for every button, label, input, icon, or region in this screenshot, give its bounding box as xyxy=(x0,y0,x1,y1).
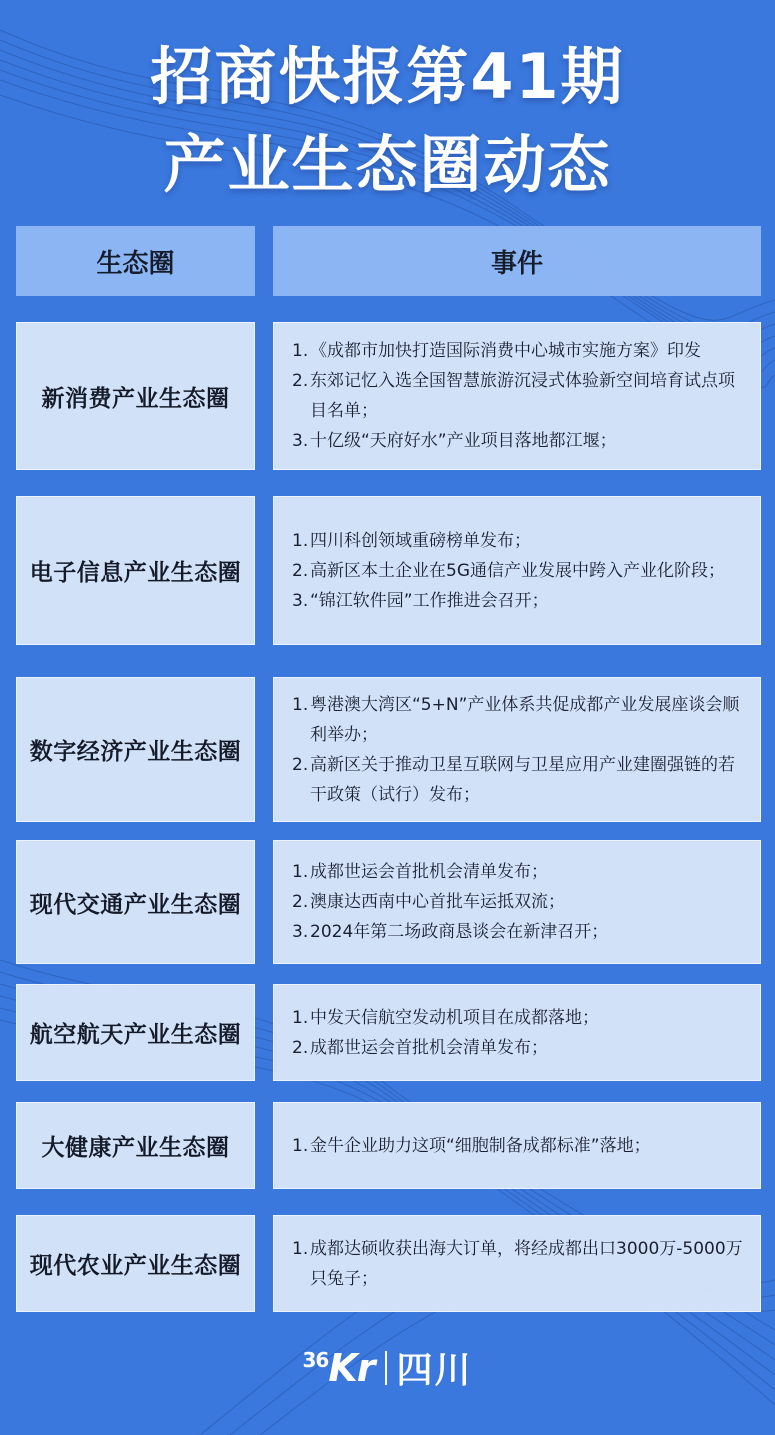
event-item xyxy=(292,857,746,887)
ecosystem-name-cell: 数字经济产业生态圈 xyxy=(16,677,255,822)
event-text: 《成都市加快打造国际消费中心城市实施方案》印发 xyxy=(310,341,701,361)
event-text: 澳康达西南中心首批车运抵双流； xyxy=(310,892,565,912)
events-cell xyxy=(273,677,761,822)
event-text: 成都世运会首批机会清单发布； xyxy=(310,862,548,882)
event-number: 3. xyxy=(292,431,309,451)
event-item xyxy=(292,1003,746,1033)
event-number: 1. xyxy=(292,694,309,715)
event-item xyxy=(292,426,746,456)
event-item xyxy=(292,887,746,917)
event-item xyxy=(292,1131,746,1161)
event-text: 2024年第二场政商恳谈会在新津召开； xyxy=(310,922,609,942)
header-events: 事件 xyxy=(273,226,761,296)
event-number: 1. xyxy=(292,862,309,882)
event-item xyxy=(292,1033,746,1063)
event-item xyxy=(292,586,746,616)
event-text: 中发天信航空发动机项目在成都落地； xyxy=(310,1007,599,1028)
event-text: 金牛企业助力这项“细胞制备成都标准”落地； xyxy=(310,1135,651,1156)
event-item xyxy=(292,526,746,556)
ecosystem-name-cell: 电子信息产业生态圈 xyxy=(16,496,255,645)
event-item xyxy=(292,917,746,947)
event-text: 高新区关于推动卫星互联网与卫星应用产业建圈强链的若干政策（试行）发布； xyxy=(310,754,735,805)
event-item xyxy=(292,750,746,810)
event-text: “锦江软件园”工作推进会召开； xyxy=(310,590,549,611)
event-number: 2. xyxy=(292,754,309,775)
event-text: 高新区本土企业在5G通信产业发展中跨入产业化阶段； xyxy=(310,560,725,581)
events-cell xyxy=(273,1215,761,1312)
brand-logo: $^{36}$Kr xyxy=(302,1345,375,1390)
event-number: 1. xyxy=(292,530,309,551)
event-item xyxy=(292,366,746,426)
page-title: 招商快报第41期 xyxy=(150,40,625,113)
event-number: 2. xyxy=(292,892,309,912)
ecosystem-name-cell: 航空航天产业生态圈 xyxy=(16,984,255,1081)
header-ecosystem: 生态圈 xyxy=(16,226,255,296)
event-item xyxy=(292,556,746,586)
event-text: 成都世运会首批机会清单发布； xyxy=(310,1037,548,1058)
logo-region: 四川 xyxy=(396,1350,473,1391)
event-number: 1. xyxy=(292,341,309,361)
events-cell xyxy=(273,322,761,470)
event-text: 粤港澳大湾区“5+N”产业体系共促成都产业发展座谈会顺利举办； xyxy=(310,694,740,745)
event-number: 1. xyxy=(292,1007,309,1028)
event-number: 2. xyxy=(292,1037,309,1058)
events-cell xyxy=(273,1102,761,1189)
event-text: 十亿级“天府好水”产业项目落地都江堰； xyxy=(310,431,617,451)
event-text: 四川科创领域重磅榜单发布； xyxy=(310,530,531,551)
event-number: 3. xyxy=(292,590,309,611)
event-number: 2. xyxy=(292,371,309,391)
event-item xyxy=(292,336,746,366)
event-item xyxy=(292,690,746,750)
event-number: 1. xyxy=(292,1135,309,1156)
ecosystem-name-cell: 新消费产业生态圈 xyxy=(16,322,255,470)
event-text: 东郊记忆入选全国智慧旅游沉浸式体验新空间培育试点项目名单； xyxy=(310,371,735,421)
ecosystem-name-cell: 现代农业产业生态圈 xyxy=(16,1215,255,1312)
ecosystem-name-cell: 大健康产业生态圈 xyxy=(16,1102,255,1189)
page-subtitle: 产业生态圈动态 xyxy=(163,128,612,201)
logo-36kr-sichuan xyxy=(0,1342,775,1393)
events-cell xyxy=(273,840,761,964)
event-number: 3. xyxy=(292,922,309,942)
event-item xyxy=(292,1234,746,1294)
event-number: 1. xyxy=(292,1238,309,1259)
logo-divider xyxy=(385,1351,387,1385)
events-cell xyxy=(273,984,761,1081)
events-cell xyxy=(273,496,761,645)
event-text: 成都达硕收获出海大订单，将经成都出口3000万-5000万只兔子； xyxy=(310,1238,743,1289)
event-number: 2. xyxy=(292,560,309,581)
ecosystem-name-cell: 现代交通产业生态圈 xyxy=(16,840,255,964)
